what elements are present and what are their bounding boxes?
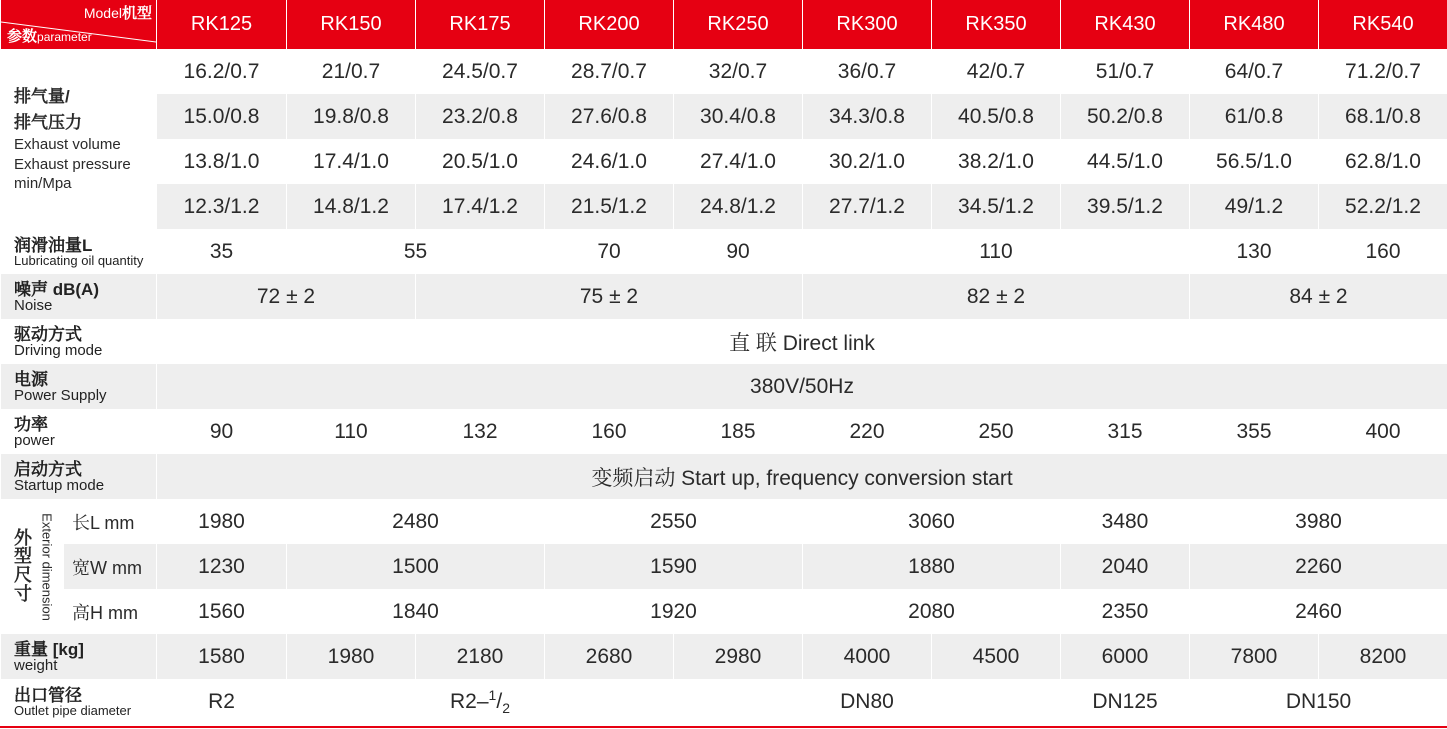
exhaust-cell: 61/0.8 — [1190, 94, 1319, 139]
power-cell: 132 — [416, 409, 545, 454]
weight-cell: 2680 — [545, 634, 674, 679]
length-cell: 1980 — [157, 499, 287, 544]
height-cell: 1560 — [157, 589, 287, 634]
model-header: RK200 — [545, 0, 674, 49]
oil-cell: 160 — [1319, 229, 1447, 274]
height-cell: 1840 — [287, 589, 545, 634]
corner-parameter-label: 参数parameter — [7, 28, 92, 45]
startup-row — [1, 454, 1447, 499]
exhaust-row — [1, 139, 1447, 184]
oil-cell: 70 — [545, 229, 674, 274]
weight-row — [1, 634, 1447, 679]
exhaust-cell: 62.8/1.0 — [1319, 139, 1447, 184]
oil-cell: 55 — [287, 229, 545, 274]
weight-cell: 4000 — [803, 634, 932, 679]
width-cell: 1880 — [803, 544, 1061, 589]
length-cell: 3060 — [803, 499, 1061, 544]
exhaust-cell: 16.2/0.7 — [157, 49, 287, 94]
exhaust-cell: 34.3/0.8 — [803, 94, 932, 139]
outlet-row — [1, 679, 1447, 724]
dimension-width-row — [1, 544, 1447, 589]
power-cell: 315 — [1061, 409, 1190, 454]
model-header: RK480 — [1190, 0, 1319, 49]
startup-value: 变频启动 Start up, frequency conversion start — [157, 454, 1447, 499]
noise-row — [1, 274, 1447, 319]
noise-label: 噪声 dB(A) Noise — [1, 274, 157, 319]
exhaust-row — [1, 49, 1447, 94]
power-supply-label: 电源 Power Supply — [1, 364, 157, 409]
noise-cell: 82 ± 2 — [803, 274, 1190, 319]
oil-label: 润滑油量L Lubricating oil quantity — [1, 229, 157, 274]
width-cell: 2040 — [1061, 544, 1190, 589]
driving-row — [1, 319, 1447, 364]
exhaust-cell: 27.7/1.2 — [803, 184, 932, 229]
exhaust-cell: 50.2/0.8 — [1061, 94, 1190, 139]
height-label: 高H mm — [64, 589, 157, 634]
dimension-label-en: Exterior dimension — [39, 512, 55, 621]
width-cell: 1230 — [157, 544, 287, 589]
exhaust-cell: 51/0.7 — [1061, 49, 1190, 94]
width-cell: 1500 — [287, 544, 545, 589]
exhaust-cell: 56.5/1.0 — [1190, 139, 1319, 184]
exhaust-cell: 28.7/0.7 — [545, 49, 674, 94]
exhaust-cell: 24.8/1.2 — [674, 184, 803, 229]
dimension-label — [1, 499, 64, 634]
model-header: RK540 — [1319, 0, 1447, 49]
power-cell: 160 — [545, 409, 674, 454]
exhaust-cell: 42/0.7 — [932, 49, 1061, 94]
oil-cell: 130 — [1190, 229, 1319, 274]
weight-cell: 2980 — [674, 634, 803, 679]
exhaust-cell: 34.5/1.2 — [932, 184, 1061, 229]
driving-label: 驱动方式 Driving mode — [1, 319, 157, 364]
noise-cell: 72 ± 2 — [157, 274, 416, 319]
exhaust-cell: 24.6/1.0 — [545, 139, 674, 184]
power-cell: 220 — [803, 409, 932, 454]
dimension-length-row — [1, 499, 1447, 544]
outlet-cell: $R2-^1/_2$ — [287, 679, 674, 724]
weight-cell: 8200 — [1319, 634, 1447, 679]
exhaust-cell: 13.8/1.0 — [157, 139, 287, 184]
header-corner-cell — [1, 0, 157, 49]
power-cell: 110 — [287, 409, 416, 454]
power-label: 功率 power — [1, 409, 157, 454]
model-header: RK125 — [157, 0, 287, 49]
dimension-height-row — [1, 589, 1447, 634]
length-cell: 3980 — [1190, 499, 1447, 544]
exhaust-cell: 68.1/0.8 — [1319, 94, 1447, 139]
exhaust-cell: 30.2/1.0 — [803, 139, 932, 184]
length-cell: 2480 — [287, 499, 545, 544]
exhaust-cell: 49/1.2 — [1190, 184, 1319, 229]
exhaust-row — [1, 94, 1447, 139]
oil-cell: 35 — [157, 229, 287, 274]
weight-cell: 2180 — [416, 634, 545, 679]
width-label: 宽W mm — [64, 544, 157, 589]
exhaust-cell: 32/0.7 — [674, 49, 803, 94]
exhaust-cell: 44.5/1.0 — [1061, 139, 1190, 184]
power-cell: 250 — [932, 409, 1061, 454]
height-cell: 2460 — [1190, 589, 1447, 634]
exhaust-cell: 30.4/0.8 — [674, 94, 803, 139]
exhaust-cell: 38.2/1.0 — [932, 139, 1061, 184]
outlet-cell: DN80 — [674, 679, 1061, 724]
weight-cell: 1980 — [287, 634, 416, 679]
exhaust-cell: 71.2/0.7 — [1319, 49, 1447, 94]
exhaust-cell: 19.8/0.8 — [287, 94, 416, 139]
exhaust-label: 排气量/ 排气压力 Exhaust volume Exhaust pressure min/Mpa — [1, 49, 157, 229]
exhaust-cell: 64/0.7 — [1190, 49, 1319, 94]
height-cell: 1920 — [545, 589, 803, 634]
model-header: RK150 — [287, 0, 416, 49]
model-header: RK350 — [932, 0, 1061, 49]
model-header: RK250 — [674, 0, 803, 49]
corner-model-label: Model机型 — [83, 5, 152, 22]
exhaust-cell: 23.2/0.8 — [416, 94, 545, 139]
exhaust-cell: 14.8/1.2 — [287, 184, 416, 229]
power-supply-value: 380V/50Hz — [157, 364, 1447, 409]
exhaust-cell: 21.5/1.2 — [545, 184, 674, 229]
exhaust-cell: 15.0/0.8 — [157, 94, 287, 139]
exhaust-cell: 27.6/0.8 — [545, 94, 674, 139]
exhaust-cell: 52.2/1.2 — [1319, 184, 1447, 229]
noise-cell: 84 ± 2 — [1190, 274, 1447, 319]
power-cell: 185 — [674, 409, 803, 454]
exhaust-cell: 21/0.7 — [287, 49, 416, 94]
outlet-label: 出口管径 Outlet pipe diameter — [1, 679, 157, 724]
weight-cell: 6000 — [1061, 634, 1190, 679]
power-cell: 355 — [1190, 409, 1319, 454]
length-label: 长L mm — [64, 499, 157, 544]
model-header: RK175 — [416, 0, 545, 49]
header-row — [1, 0, 1447, 49]
exhaust-cell: 24.5/0.7 — [416, 49, 545, 94]
noise-cell: 75 ± 2 — [416, 274, 803, 319]
exhaust-cell: 36/0.7 — [803, 49, 932, 94]
outlet-cell: DN150 — [1190, 679, 1447, 724]
outlet-cell: R2 — [157, 679, 287, 724]
fraction-denominator: 2 — [502, 700, 510, 717]
exhaust-cell: 27.4/1.0 — [674, 139, 803, 184]
power-cell: 400 — [1319, 409, 1447, 454]
weight-cell: 1580 — [157, 634, 287, 679]
weight-label: 重量 [kg] weight — [1, 634, 157, 679]
width-cell: 1590 — [545, 544, 803, 589]
fraction-numerator: 1 — [488, 686, 497, 703]
model-header: RK300 — [803, 0, 932, 49]
startup-label: 启动方式 Startup mode — [1, 454, 157, 499]
dimension-label-zh: 外型尺寸 — [14, 527, 32, 605]
power-cell: 90 — [157, 409, 287, 454]
height-cell: 2080 — [803, 589, 1061, 634]
weight-cell: 7800 — [1190, 634, 1319, 679]
bottom-accent-line — [0, 726, 1447, 728]
exhaust-cell: 40.5/0.8 — [932, 94, 1061, 139]
model-header: RK430 — [1061, 0, 1190, 49]
length-cell: 3480 — [1061, 499, 1190, 544]
outlet-cell: DN125 — [1061, 679, 1190, 724]
exhaust-cell: 12.3/1.2 — [157, 184, 287, 229]
exhaust-cell: 17.4/1.2 — [416, 184, 545, 229]
power-supply-row — [1, 364, 1447, 409]
driving-value: 直 联 Direct link — [157, 319, 1447, 364]
oil-row — [1, 229, 1447, 274]
exhaust-cell: 20.5/1.0 — [416, 139, 545, 184]
height-cell: 2350 — [1061, 589, 1190, 634]
exhaust-row — [1, 184, 1447, 229]
exhaust-cell: 39.5/1.2 — [1061, 184, 1190, 229]
oil-cell: 110 — [803, 229, 1190, 274]
length-cell: 2550 — [545, 499, 803, 544]
weight-cell: 4500 — [932, 634, 1061, 679]
oil-cell: 90 — [674, 229, 803, 274]
width-cell: 2260 — [1190, 544, 1447, 589]
power-row — [1, 409, 1447, 454]
exhaust-cell: 17.4/1.0 — [287, 139, 416, 184]
